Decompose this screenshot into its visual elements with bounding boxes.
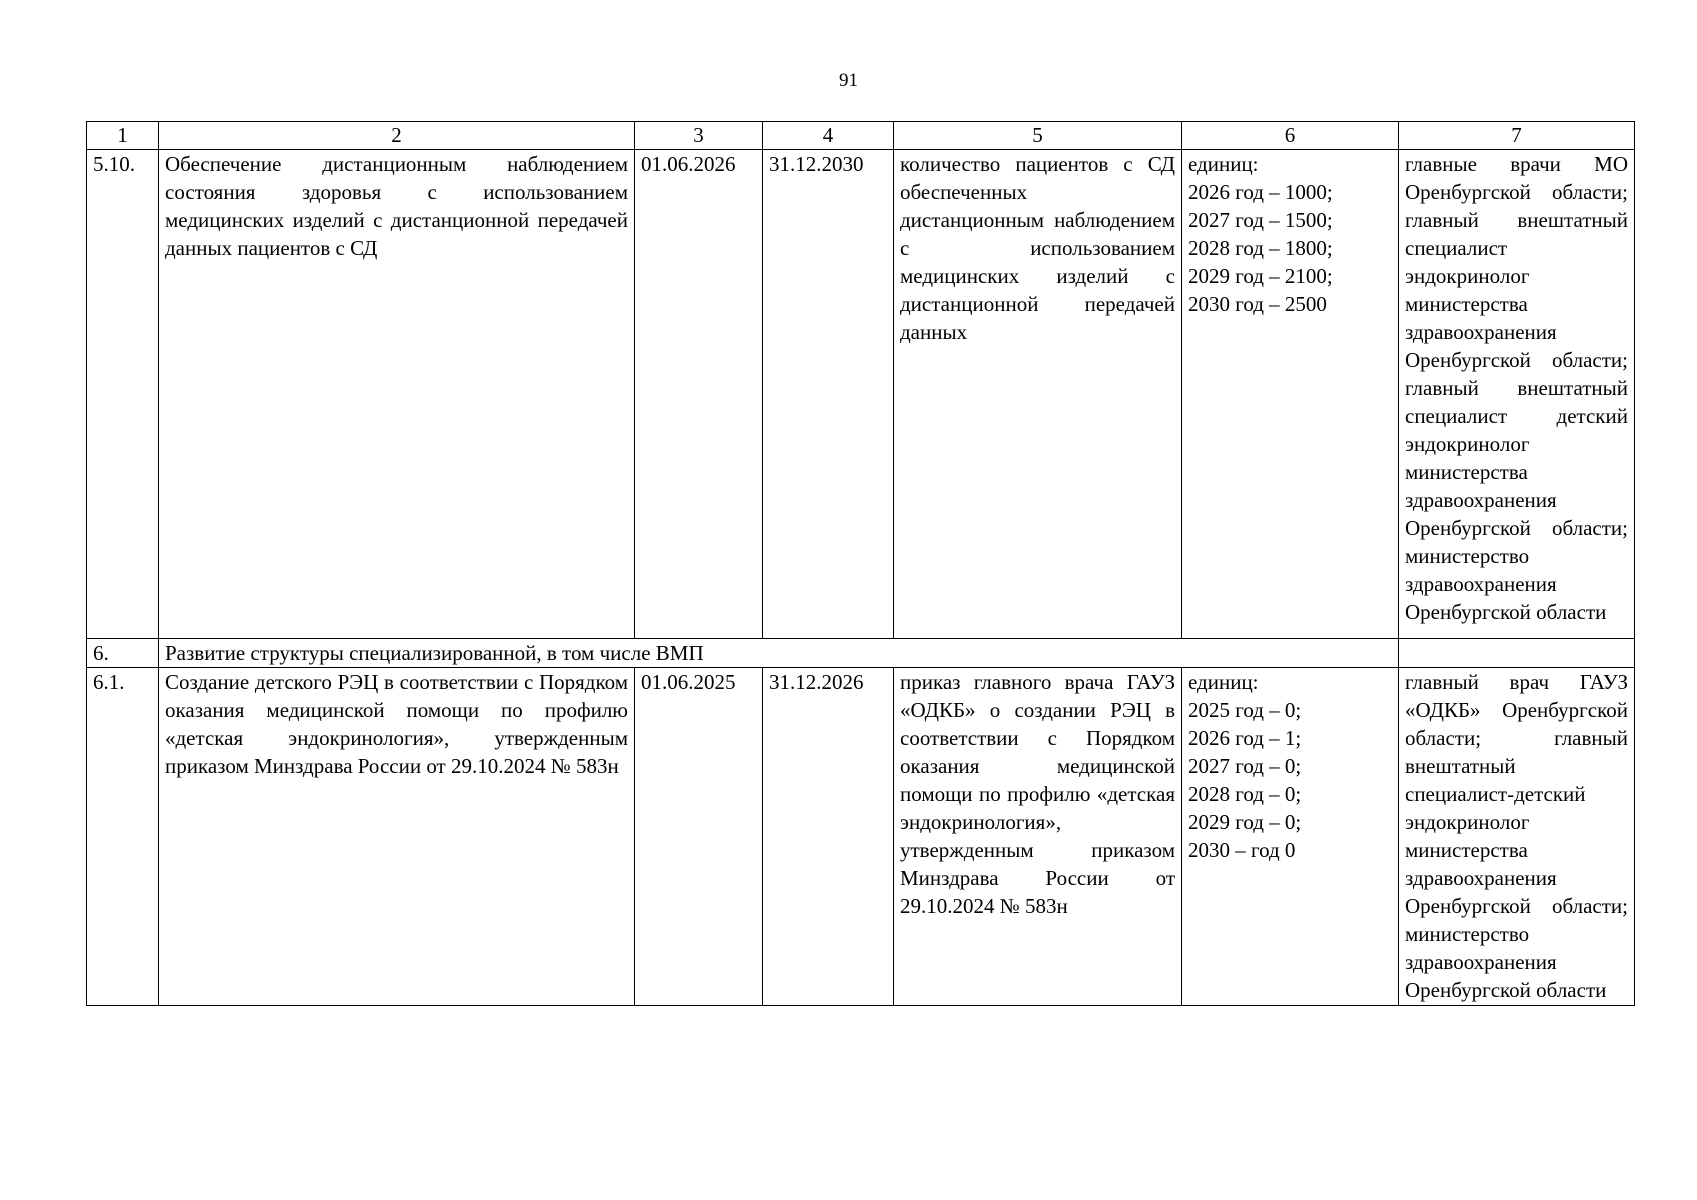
indicator-values: [1182, 668, 1399, 1006]
indicator-description: приказ главного врача ГАУЗ «ОДКБ» о создании РЭЦ в соответствии с Порядком оказания медицинской помощи по профилю «детская эндокринология», утвержденным приказом Минздрава России от 29.10.2024 № 583н: [894, 668, 1182, 1006]
item-number: 6.1.: [87, 668, 159, 1006]
column-header: 2: [159, 122, 635, 150]
value-line: 2027 год – 0;: [1188, 754, 1302, 778]
end-date: 31.12.2030: [763, 150, 894, 639]
value-line: 2028 год – 1800;: [1188, 236, 1333, 260]
activity-name: Создание детского РЭЦ в соответствии с Порядком оказания медицинской помощи по профилю «детская эндокринология», утвержденным приказом Минздрава России от 29.10.2024 № 583н: [159, 668, 635, 1006]
start-date: 01.06.2026: [635, 150, 763, 639]
section-number: 6.: [87, 639, 159, 668]
value-line: 2026 год – 1;: [1188, 726, 1302, 750]
value-line: 2025 год – 0;: [1188, 698, 1302, 722]
value-line: 2030 год – 2500: [1188, 292, 1327, 316]
column-header: 7: [1399, 122, 1635, 150]
value-line: 2028 год – 0;: [1188, 782, 1302, 806]
responsible-party: главный врач ГАУЗ «ОДКБ» Оренбургской области; главный внештатный специалист-детский эндокринолог министерства здравоохранения Оренбургской области; министерство здравоохранения Оренбургской области: [1399, 668, 1635, 1006]
value-line: 2026 год – 1000;: [1188, 180, 1333, 204]
value-line: 2030 – год 0: [1188, 838, 1296, 862]
empty-cell: [1399, 639, 1635, 668]
value-line: 2029 год – 0;: [1188, 810, 1302, 834]
column-header: 3: [635, 122, 763, 150]
column-header: 5: [894, 122, 1182, 150]
value-line: 2027 год – 1500;: [1188, 208, 1333, 232]
section-title: Развитие структуры специализированной, в том числе ВМП: [159, 639, 1399, 668]
value-line: единиц:: [1188, 152, 1259, 176]
action-plan-table: [86, 121, 1635, 1006]
column-header: 1: [87, 122, 159, 150]
indicator-description: количество пациентов с СД обеспеченных дистанционным наблюдением с использованием медицинских изделий с дистанционной передачей данных: [894, 150, 1182, 639]
responsible-party: главные врачи МО Оренбургской области; главный внештатный специалист эндокринолог министерства здравоохранения Оренбургской области; главный внештатный специалист детский эндокринолог министерства здравоохранения Оренбургской области; министерство здравоохранения Оренбургской области: [1399, 150, 1635, 639]
page-number: 91: [839, 70, 858, 91]
column-header: 4: [763, 122, 894, 150]
value-line: 2029 год – 2100;: [1188, 264, 1333, 288]
end-date: 31.12.2026: [763, 668, 894, 1006]
table-row: [87, 668, 1635, 1006]
table-row: [87, 150, 1635, 639]
section-row: [87, 639, 1635, 668]
indicator-values: [1182, 150, 1399, 639]
value-line: единиц:: [1188, 670, 1259, 694]
activity-name: Обеспечение дистанционным наблюдением состояния здоровья с использованием медицинских изделий с дистанционной передачей данных пациентов с СД: [159, 150, 635, 639]
item-number: 5.10.: [87, 150, 159, 639]
start-date: 01.06.2025: [635, 668, 763, 1006]
column-number-row: [87, 122, 1635, 150]
column-header: 6: [1182, 122, 1399, 150]
